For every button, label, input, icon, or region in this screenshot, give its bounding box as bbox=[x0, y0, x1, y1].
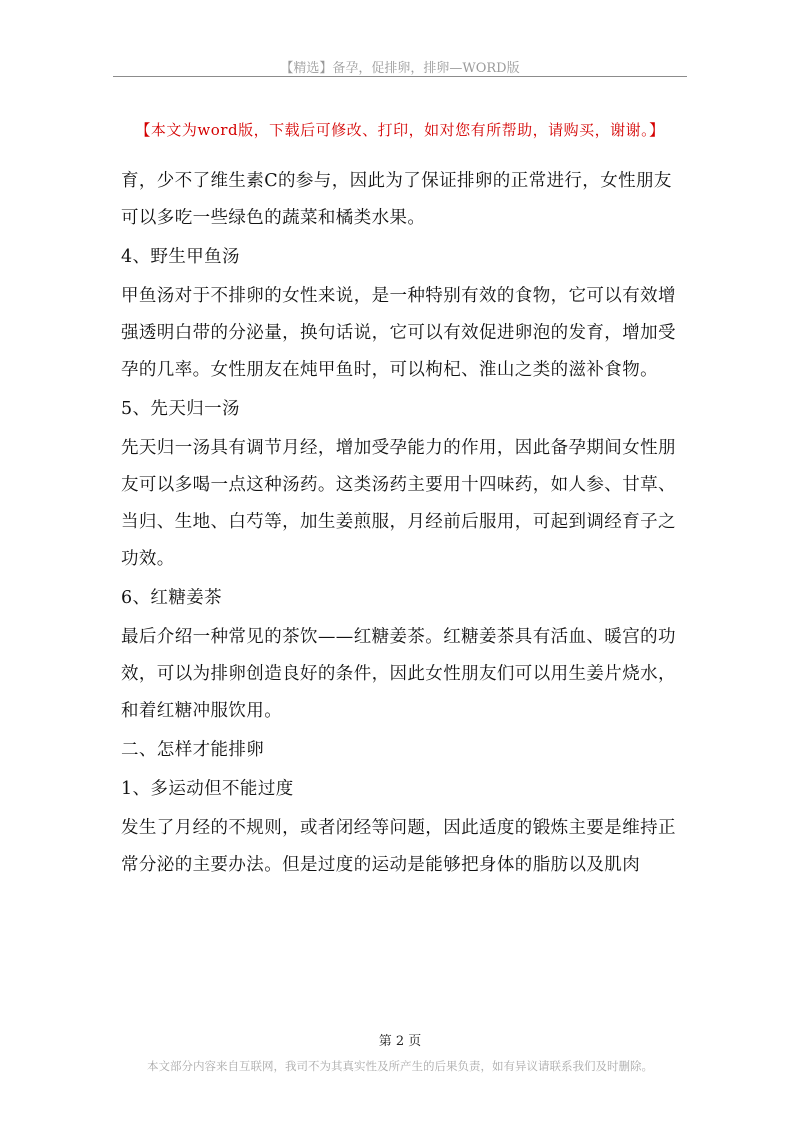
page-number: 第 2 页 bbox=[378, 1034, 422, 1049]
body-paragraph: 最后介绍一种常见的茶饮——红糖姜茶。红糖姜茶具有活血、暖宫的功效，可以为排卵创造良好的条件，因此女性朋友们可以用生姜片烧水，和着红糖冲服饮用。 bbox=[121, 627, 676, 721]
page-header-title: 【精选】备孕，促排卵，排卵—WORD版 bbox=[280, 61, 520, 76]
section-heading: 二、怎样才能排卵 bbox=[121, 740, 265, 760]
footer-disclaimer: 本文部分内容来自互联网，我司不为其真实性及所产生的后果负责，如有异议请联系我们及时删除。 bbox=[147, 1059, 653, 1073]
body-paragraph: 先天归一汤具有调节月经，增加受孕能力的作用，因此备孕期间女性朋友可以多喝一点这种汤药。这类汤药主要用十四味药，如人参、甘草、当归、生地、白芍等，加生姜煎服，月经前后服用，可起到调经育子之功效。 bbox=[121, 438, 676, 569]
section-heading: 1、多运动但不能过度 bbox=[121, 779, 294, 799]
section-heading: 5、先天归一汤 bbox=[121, 399, 240, 419]
body-paragraph: 育，少不了维生素C的参与，因此为了保证排卵的正常进行，女性朋友可以多吃一些绿色的蔬菜和橘类水果。 bbox=[121, 171, 672, 228]
body-paragraph: 甲鱼汤对于不排卵的女性来说，是一种特别有效的食物，它可以有效增强透明白带的分泌量，换句话说，它可以有效促进卵泡的发育，增加受孕的几率。女性朋友在炖甲鱼时，可以枸杞、淮山之类的滋补食物。 bbox=[121, 286, 676, 380]
body-paragraph: 发生了月经的不规则，或者闭经等问题，因此适度的锻炼主要是维持正常分泌的主要办法。但是过度的运动是能够把身体的脂肪以及肌肉 bbox=[121, 818, 676, 875]
section-heading: 6、红糖姜茶 bbox=[121, 588, 223, 608]
download-notice: 【本文为word版，下载后可修改、打印，如对您有所帮助，请购买，谢谢。】 bbox=[135, 121, 665, 139]
document-body bbox=[121, 163, 687, 884]
header-divider bbox=[113, 76, 687, 77]
section-heading: 4、野生甲鱼汤 bbox=[121, 247, 240, 267]
